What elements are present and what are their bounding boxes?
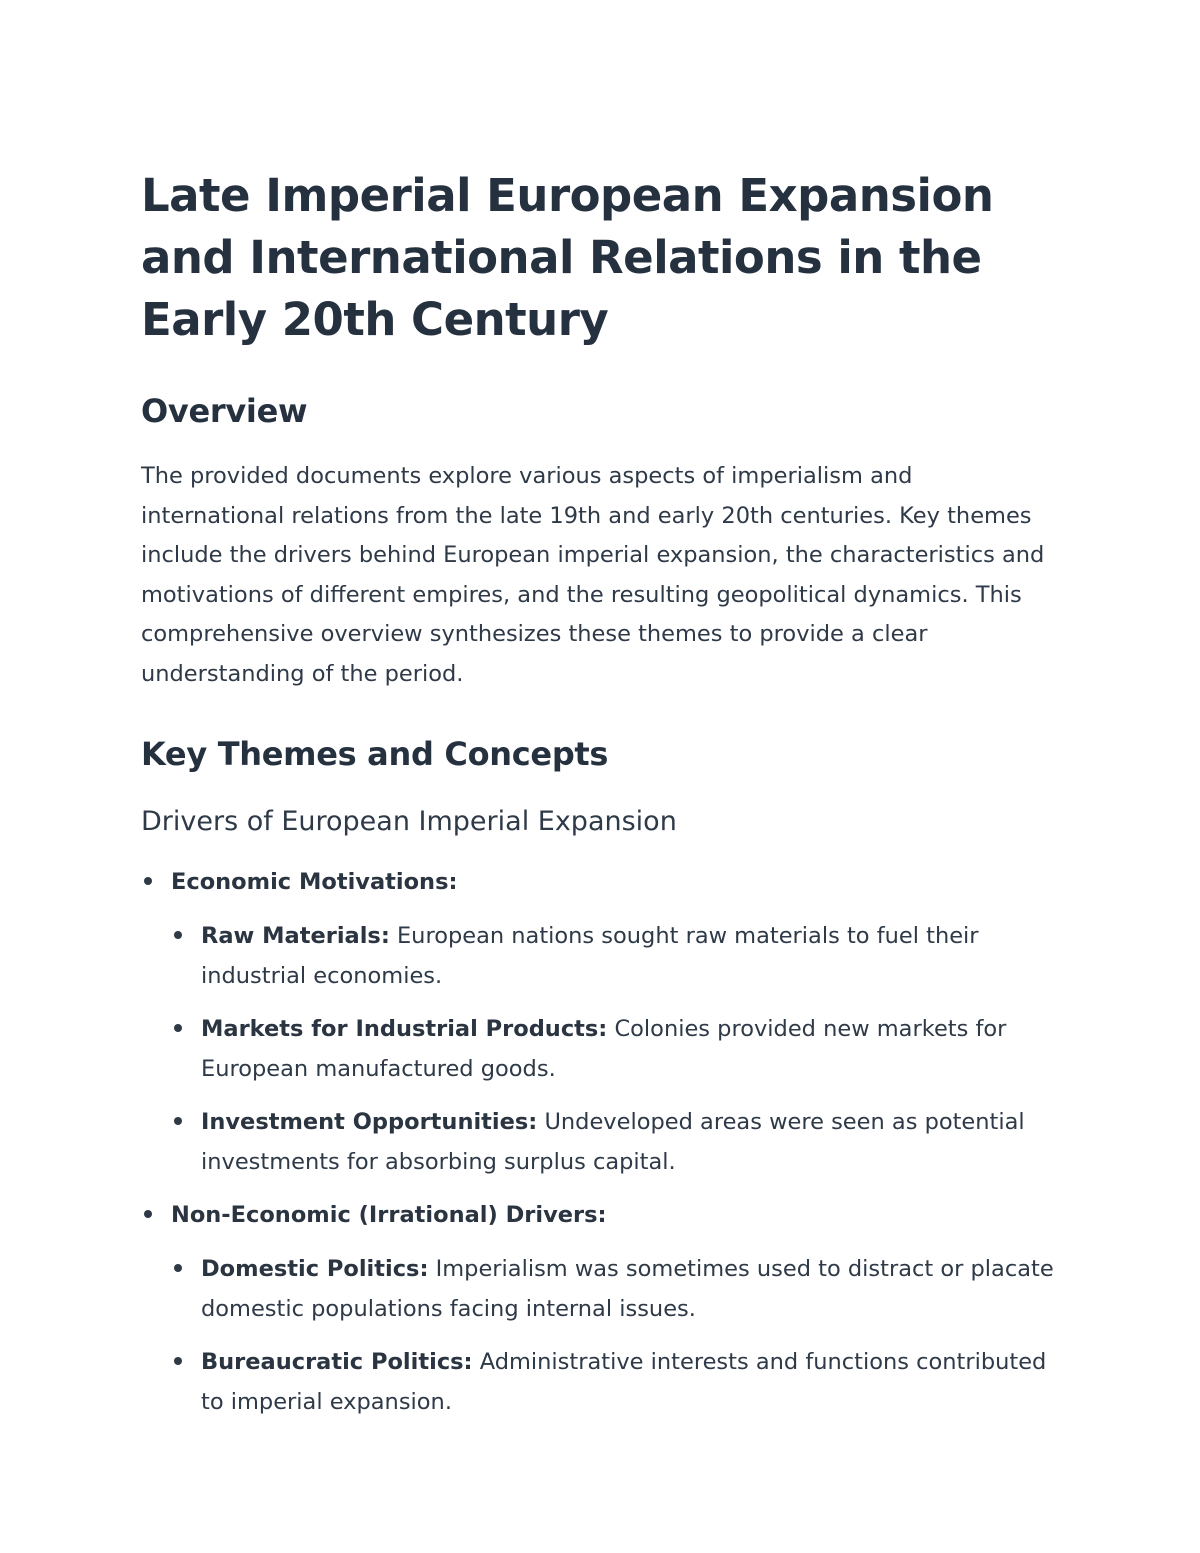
bullet-icon [174,1264,182,1272]
list-item [171,1009,1056,1089]
item-text: European nations sought raw materials to fuel their industrial economies. [201,923,979,989]
group-label: Non-Economic (Irrational) Drivers: [171,1202,607,1228]
group-label: Economic Motivations: [171,869,458,895]
drivers-subheading: Drivers of European Imperial Expansion [141,806,677,837]
bullet-icon [144,877,152,885]
overview-paragraph: The provided documents explore various aspects of imperialism and international relations from the late 19th and early 20th centuries. Key themes include the drivers behind European imperial expansion, the characteristics and motivations of different empires, and the resulting geopolitical dynamics. This comprehensive overview synthesizes these themes to provide a clear understanding of the period. [141,463,1045,687]
bullet-icon [174,931,182,939]
key-themes-heading: Key Themes and Concepts [141,735,609,773]
bullet-icon [174,1117,182,1125]
bullet-icon [174,1024,182,1032]
drivers-list [141,862,1056,1422]
overview-heading: Overview [141,392,308,430]
list-item [171,1102,1056,1182]
list-item [171,1342,1056,1422]
item-term: Bureaucratic Politics: [201,1349,473,1375]
list-item [171,916,1056,996]
item-text: Imperialism was sometimes used to distract or placate domestic populations facing internal issues. [201,1256,1054,1322]
list-item [171,1249,1056,1329]
document-page [141,165,1056,1435]
bullet-icon [174,1357,182,1365]
item-term: Domestic Politics: [201,1256,429,1282]
item-term: Investment Opportunities: [201,1109,538,1135]
economic-sublist [171,916,1056,1182]
item-term: Raw Materials: [201,923,390,949]
item-text: Colonies provided new markets for European manufactured goods. [201,1016,1007,1082]
non-economic-sublist [171,1249,1056,1422]
item-term: Markets for Industrial Products: [201,1016,608,1042]
item-text: Administrative interests and functions contributed to imperial expansion. [201,1349,1047,1415]
document-title: Late Imperial European Expansion and International Relations in the Early 20th Century [141,169,994,346]
list-item-economic [141,862,1056,1182]
list-item-non-economic [141,1195,1056,1422]
bullet-icon [144,1210,152,1218]
item-text: Undeveloped areas were seen as potential investments for absorbing surplus capital. [201,1109,1025,1175]
